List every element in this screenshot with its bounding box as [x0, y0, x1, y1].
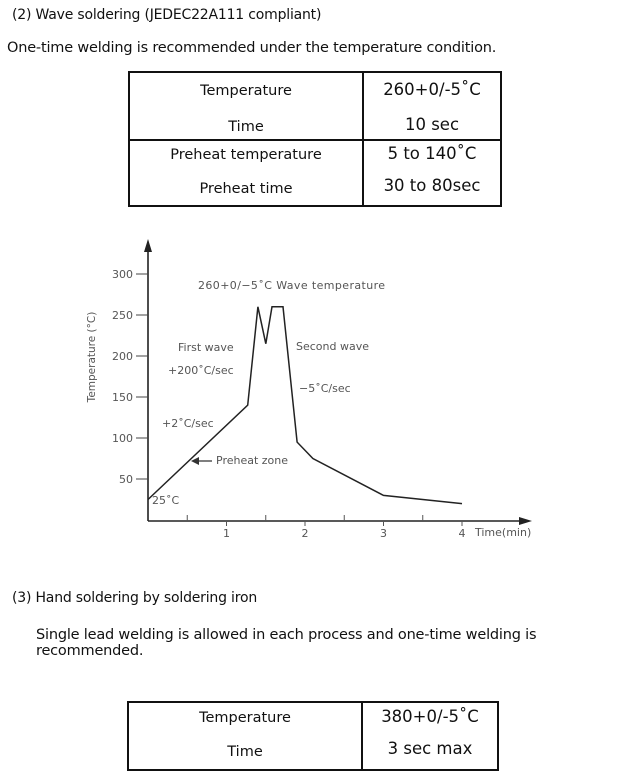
x-tick-label: 1: [223, 527, 230, 540]
value-iron-time: 3 sec max: [387, 738, 473, 758]
annotation-wave-temperature: 260+0/−5˚C Wave temperature: [198, 279, 386, 292]
value-time: 10 sec: [404, 114, 460, 134]
annotation-preheat-zone: Preheat zone: [216, 454, 289, 467]
annotation-first-wave-rate: +200˚C/sec: [168, 364, 234, 377]
x-tick-label: 4: [458, 527, 466, 540]
label-preheat-time: Preheat time: [199, 180, 293, 197]
value-iron-temperature: 380+0/-5˚C: [381, 707, 479, 726]
label-iron-time: Time: [227, 743, 263, 760]
y-axis-label: Temperature (°C): [86, 311, 98, 403]
table-cell: [128, 702, 362, 770]
table-cell: [363, 72, 501, 140]
wave-soldering-table: [128, 71, 502, 207]
label-temperature: Temperature: [200, 83, 292, 99]
value-temperature: 260+0/-5˚C: [383, 80, 481, 99]
table-row: [129, 140, 501, 206]
table-cell: [129, 140, 363, 206]
y-tick-label: 300: [112, 268, 133, 281]
table-cell: [362, 702, 498, 770]
x-tick-label: 3: [380, 527, 387, 540]
table-row: [129, 72, 501, 140]
annotation-second-wave-rate: −5˚C/sec: [299, 382, 351, 395]
y-tick-label: 200: [112, 350, 133, 363]
y-tick-label: 100: [112, 432, 133, 445]
table-cell: [129, 72, 363, 140]
temperature-profile-line: [148, 307, 462, 504]
value-preheat-temperature: 5 to 140˚C: [387, 144, 477, 163]
reflow-profile-chart: [0, 232, 637, 552]
x-axis-label: Time(min): [475, 526, 532, 539]
x-tick-label: 2: [301, 527, 309, 540]
y-axis-arrow: [144, 239, 152, 252]
table-cell: [363, 140, 501, 206]
x-axis-arrow: [519, 517, 532, 525]
value-preheat-time: 30 to 80sec: [383, 175, 481, 195]
hand-soldering-table: [127, 701, 499, 771]
section-3-heading: (3) Hand soldering by soldering iron: [12, 590, 258, 606]
y-tick-label: 50: [119, 473, 133, 486]
table-row: [128, 702, 498, 770]
y-tick-label: 150: [112, 391, 133, 404]
label-time: Time: [228, 118, 264, 135]
annotation-second-wave: Second wave: [296, 340, 369, 353]
label-preheat-temperature: Preheat temperature: [170, 147, 322, 163]
y-tick-label: 250: [112, 309, 133, 322]
section-2-paragraph: One-time welding is recommended under the temperature condition.: [7, 40, 497, 56]
annotation-preheat-rate: +2˚C/sec: [162, 417, 214, 430]
annotation-first-wave: First wave: [178, 341, 234, 354]
annotation-start-temperature: 25˚C: [152, 494, 180, 507]
label-iron-temperature: Temperature: [199, 710, 291, 726]
section-2-heading: (2) Wave soldering (JEDEC22A111 compliant): [12, 7, 322, 23]
section-3-paragraph: Single lead welding is allowed in each process and one-time welding is recommended.: [36, 627, 537, 659]
